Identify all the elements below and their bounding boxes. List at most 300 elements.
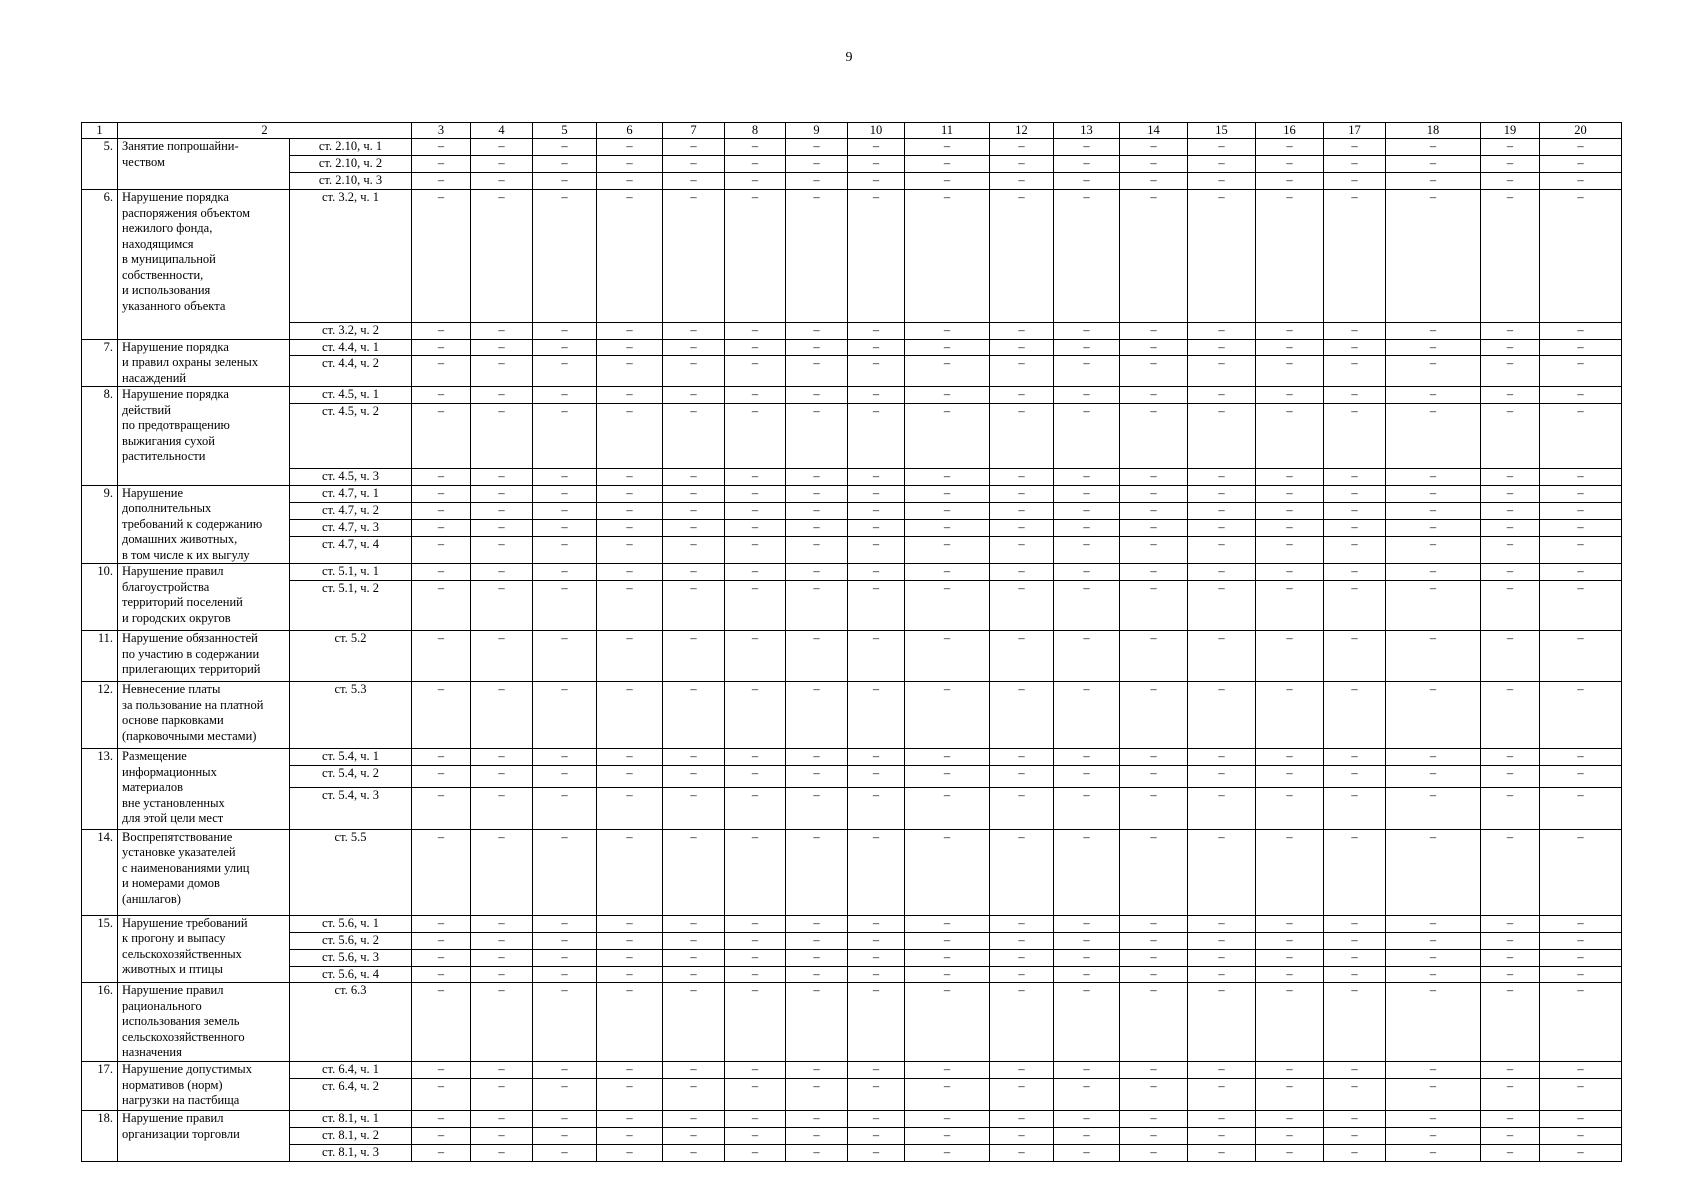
value-cell: –	[1054, 469, 1120, 486]
value-cell: –	[412, 1062, 471, 1079]
value-cell: –	[1120, 485, 1188, 502]
value-cell: –	[1481, 485, 1540, 502]
value-cell: –	[533, 1128, 597, 1145]
value-cell: –	[1540, 581, 1622, 631]
value-cell: –	[1481, 1079, 1540, 1111]
value-cell: –	[848, 356, 905, 387]
value-cell: –	[786, 469, 848, 486]
value-cell: –	[663, 173, 725, 190]
value-cell: –	[1386, 1079, 1481, 1111]
value-cell: –	[663, 387, 725, 404]
value-cell: –	[1120, 537, 1188, 564]
value-cell: –	[533, 1079, 597, 1111]
value-cell: –	[597, 1128, 663, 1145]
value-cell: –	[990, 787, 1054, 829]
value-cell: –	[990, 1079, 1054, 1111]
value-cell: –	[725, 502, 786, 519]
value-cell: –	[471, 765, 533, 787]
violation-name: Нарушение правил организации торговли	[118, 1111, 290, 1162]
value-cell: –	[1386, 404, 1481, 469]
value-cell: –	[786, 190, 848, 323]
value-cell: –	[725, 339, 786, 356]
article-reference: ст. 5.2	[290, 631, 412, 682]
value-cell: –	[905, 581, 990, 631]
value-cell: –	[1324, 190, 1386, 323]
value-cell: –	[848, 787, 905, 829]
value-cell: –	[1324, 469, 1386, 486]
value-cell: –	[1120, 502, 1188, 519]
value-cell: –	[725, 387, 786, 404]
value-cell: –	[663, 765, 725, 787]
article-reference: ст. 8.1, ч. 3	[290, 1145, 412, 1162]
value-cell: –	[1481, 190, 1540, 323]
value-cell: –	[1540, 749, 1622, 766]
value-cell: –	[1540, 502, 1622, 519]
article-reference: ст. 8.1, ч. 2	[290, 1128, 412, 1145]
value-cell: –	[471, 631, 533, 682]
value-cell: –	[471, 564, 533, 581]
value-cell: –	[412, 156, 471, 173]
value-cell: –	[412, 1128, 471, 1145]
value-cell: –	[786, 485, 848, 502]
value-cell: –	[663, 519, 725, 536]
value-cell: –	[1054, 765, 1120, 787]
value-cell: –	[663, 682, 725, 749]
value-cell: –	[1054, 323, 1120, 340]
value-cell: –	[597, 787, 663, 829]
article-reference: ст. 4.5, ч. 3	[290, 469, 412, 486]
value-cell: –	[990, 682, 1054, 749]
value-cell: –	[786, 387, 848, 404]
value-cell: –	[597, 932, 663, 949]
header-cell-17: 17	[1324, 123, 1386, 139]
value-cell: –	[1256, 915, 1324, 932]
value-cell: –	[1481, 387, 1540, 404]
value-cell: –	[1324, 631, 1386, 682]
value-cell: –	[1481, 1111, 1540, 1128]
value-cell: –	[1324, 581, 1386, 631]
value-cell: –	[1324, 173, 1386, 190]
value-cell: –	[471, 537, 533, 564]
value-cell: –	[848, 682, 905, 749]
violation-name: Нарушение порядка действий по предотвращению выжигания сухой растительности	[118, 387, 290, 486]
value-cell: –	[663, 356, 725, 387]
value-cell: –	[471, 581, 533, 631]
value-cell: –	[1324, 932, 1386, 949]
value-cell: –	[1188, 682, 1256, 749]
value-cell: –	[533, 787, 597, 829]
value-cell: –	[848, 966, 905, 983]
article-reference: ст. 4.7, ч. 1	[290, 485, 412, 502]
value-cell: –	[412, 139, 471, 156]
value-cell: –	[1256, 537, 1324, 564]
value-cell: –	[597, 749, 663, 766]
value-cell: –	[725, 1128, 786, 1145]
value-cell: –	[1054, 1128, 1120, 1145]
value-cell: –	[905, 339, 990, 356]
value-cell: –	[412, 829, 471, 915]
value-cell: –	[663, 1128, 725, 1145]
value-cell: –	[725, 829, 786, 915]
value-cell: –	[533, 1062, 597, 1079]
value-cell: –	[725, 983, 786, 1062]
value-cell: –	[533, 502, 597, 519]
value-cell: –	[786, 682, 848, 749]
value-cell: –	[1481, 404, 1540, 469]
article-reference: ст. 5.1, ч. 2	[290, 581, 412, 631]
value-cell: –	[1540, 949, 1622, 966]
value-cell: –	[1386, 469, 1481, 486]
value-cell: –	[1054, 173, 1120, 190]
value-cell: –	[533, 387, 597, 404]
value-cell: –	[1188, 749, 1256, 766]
article-reference: ст. 6.3	[290, 983, 412, 1062]
value-cell: –	[663, 749, 725, 766]
article-reference: ст. 5.4, ч. 1	[290, 749, 412, 766]
value-cell: –	[1054, 139, 1120, 156]
value-cell: –	[990, 932, 1054, 949]
value-cell: –	[725, 787, 786, 829]
value-cell: –	[471, 339, 533, 356]
value-cell: –	[1324, 502, 1386, 519]
value-cell: –	[990, 404, 1054, 469]
value-cell: –	[663, 1111, 725, 1128]
value-cell: –	[1481, 829, 1540, 915]
value-cell: –	[1188, 1128, 1256, 1145]
value-cell: –	[990, 156, 1054, 173]
value-cell: –	[905, 749, 990, 766]
table-row	[82, 469, 1622, 486]
value-cell: –	[663, 1079, 725, 1111]
value-cell: –	[471, 1111, 533, 1128]
value-cell: –	[1256, 190, 1324, 323]
table-row	[82, 749, 1622, 766]
value-cell: –	[1324, 139, 1386, 156]
value-cell: –	[848, 173, 905, 190]
value-cell: –	[990, 485, 1054, 502]
article-reference: ст. 4.4, ч. 2	[290, 356, 412, 387]
value-cell: –	[990, 339, 1054, 356]
value-cell: –	[1540, 1062, 1622, 1079]
article-reference: ст. 5.4, ч. 3	[290, 787, 412, 829]
value-cell: –	[1256, 966, 1324, 983]
value-cell: –	[990, 749, 1054, 766]
value-cell: –	[1120, 1062, 1188, 1079]
value-cell: –	[471, 190, 533, 323]
value-cell: –	[1386, 749, 1481, 766]
value-cell: –	[848, 949, 905, 966]
value-cell: –	[1188, 387, 1256, 404]
value-cell: –	[1188, 949, 1256, 966]
value-cell: –	[471, 829, 533, 915]
table-row	[82, 485, 1622, 502]
value-cell: –	[1256, 749, 1324, 766]
value-cell: –	[471, 966, 533, 983]
value-cell: –	[412, 537, 471, 564]
value-cell: –	[663, 404, 725, 469]
value-cell: –	[412, 1079, 471, 1111]
value-cell: –	[1120, 966, 1188, 983]
value-cell: –	[471, 915, 533, 932]
value-cell: –	[905, 682, 990, 749]
value-cell: –	[1324, 949, 1386, 966]
value-cell: –	[848, 932, 905, 949]
value-cell: –	[412, 631, 471, 682]
value-cell: –	[1256, 485, 1324, 502]
value-cell: –	[1540, 519, 1622, 536]
header-cell-4: 4	[471, 123, 533, 139]
value-cell: –	[1054, 356, 1120, 387]
value-cell: –	[1540, 356, 1622, 387]
value-cell: –	[905, 765, 990, 787]
header-cell-18: 18	[1386, 123, 1481, 139]
value-cell: –	[1481, 765, 1540, 787]
value-cell: –	[597, 323, 663, 340]
value-cell: –	[471, 519, 533, 536]
value-cell: –	[471, 1062, 533, 1079]
value-cell: –	[786, 537, 848, 564]
value-cell: –	[597, 1111, 663, 1128]
table-row	[82, 356, 1622, 387]
value-cell: –	[1054, 404, 1120, 469]
value-cell: –	[412, 519, 471, 536]
value-cell: –	[663, 564, 725, 581]
value-cell: –	[1540, 173, 1622, 190]
value-cell: –	[1120, 749, 1188, 766]
value-cell: –	[597, 519, 663, 536]
value-cell: –	[1120, 339, 1188, 356]
value-cell: –	[1324, 829, 1386, 915]
header-cell-16: 16	[1256, 123, 1324, 139]
table-row	[82, 949, 1622, 966]
value-cell: –	[1386, 1145, 1481, 1162]
value-cell: –	[1256, 581, 1324, 631]
value-cell: –	[1120, 631, 1188, 682]
value-cell: –	[1054, 387, 1120, 404]
row-number: 13.	[82, 749, 118, 830]
value-cell: –	[1120, 949, 1188, 966]
value-cell: –	[663, 1145, 725, 1162]
value-cell: –	[1386, 829, 1481, 915]
value-cell: –	[1324, 323, 1386, 340]
value-cell: –	[1054, 1079, 1120, 1111]
table-row	[82, 915, 1622, 932]
value-cell: –	[786, 323, 848, 340]
value-cell: –	[597, 829, 663, 915]
row-number: 11.	[82, 631, 118, 682]
value-cell: –	[1188, 1145, 1256, 1162]
value-cell: –	[725, 682, 786, 749]
value-cell: –	[533, 469, 597, 486]
value-cell: –	[725, 564, 786, 581]
table-row	[82, 1111, 1622, 1128]
header-cell-8: 8	[725, 123, 786, 139]
value-cell: –	[1188, 915, 1256, 932]
value-cell: –	[1481, 682, 1540, 749]
value-cell: –	[412, 190, 471, 323]
value-cell: –	[1481, 749, 1540, 766]
value-cell: –	[533, 139, 597, 156]
value-cell: –	[1188, 932, 1256, 949]
value-cell: –	[990, 1111, 1054, 1128]
violation-name: Нарушение порядка и правил охраны зеленых насаждений	[118, 339, 290, 387]
value-cell: –	[412, 581, 471, 631]
value-cell: –	[848, 765, 905, 787]
value-cell: –	[1256, 404, 1324, 469]
value-cell: –	[471, 1145, 533, 1162]
value-cell: –	[412, 469, 471, 486]
value-cell: –	[597, 1062, 663, 1079]
value-cell: –	[1324, 1128, 1386, 1145]
value-cell: –	[412, 173, 471, 190]
value-cell: –	[1324, 156, 1386, 173]
value-cell: –	[412, 356, 471, 387]
value-cell: –	[1540, 485, 1622, 502]
value-cell: –	[1324, 387, 1386, 404]
value-cell: –	[905, 1145, 990, 1162]
value-cell: –	[786, 156, 848, 173]
value-cell: –	[471, 404, 533, 469]
value-cell: –	[1324, 682, 1386, 749]
value-cell: –	[1481, 339, 1540, 356]
value-cell: –	[786, 173, 848, 190]
value-cell: –	[1324, 787, 1386, 829]
value-cell: –	[663, 966, 725, 983]
value-cell: –	[725, 469, 786, 486]
value-cell: –	[786, 1111, 848, 1128]
value-cell: –	[1481, 139, 1540, 156]
value-cell: –	[725, 1111, 786, 1128]
value-cell: –	[905, 1062, 990, 1079]
value-cell: –	[533, 966, 597, 983]
table-row	[82, 564, 1622, 581]
value-cell: –	[597, 469, 663, 486]
value-cell: –	[533, 404, 597, 469]
value-cell: –	[786, 1128, 848, 1145]
value-cell: –	[1120, 932, 1188, 949]
value-cell: –	[848, 1145, 905, 1162]
value-cell: –	[905, 139, 990, 156]
table-row	[82, 156, 1622, 173]
value-cell: –	[663, 156, 725, 173]
value-cell: –	[786, 356, 848, 387]
value-cell: –	[905, 387, 990, 404]
value-cell: –	[412, 502, 471, 519]
value-cell: –	[848, 631, 905, 682]
value-cell: –	[1188, 1062, 1256, 1079]
value-cell: –	[1256, 1145, 1324, 1162]
value-cell: –	[786, 404, 848, 469]
value-cell: –	[412, 404, 471, 469]
violation-name: Нарушение дополнительных требований к содержанию домашних животных, в том числе к их выгулу	[118, 485, 290, 564]
value-cell: –	[725, 537, 786, 564]
value-cell: –	[533, 1111, 597, 1128]
value-cell: –	[412, 485, 471, 502]
value-cell: –	[1386, 485, 1481, 502]
value-cell: –	[1540, 829, 1622, 915]
value-cell: –	[533, 564, 597, 581]
value-cell: –	[533, 682, 597, 749]
value-cell: –	[1256, 983, 1324, 1062]
value-cell: –	[905, 966, 990, 983]
article-reference: ст. 5.4, ч. 2	[290, 765, 412, 787]
value-cell: –	[848, 1128, 905, 1145]
value-cell: –	[990, 190, 1054, 323]
value-cell: –	[1120, 1111, 1188, 1128]
value-cell: –	[533, 537, 597, 564]
header-cell-10: 10	[848, 123, 905, 139]
value-cell: –	[1188, 1079, 1256, 1111]
value-cell: –	[1386, 983, 1481, 1062]
value-cell: –	[471, 139, 533, 156]
value-cell: –	[990, 829, 1054, 915]
article-reference: ст. 3.2, ч. 1	[290, 190, 412, 323]
value-cell: –	[1540, 339, 1622, 356]
violation-name: Размещение информационных материалов вне установленных для этой цели мест	[118, 749, 290, 830]
value-cell: –	[1540, 323, 1622, 340]
value-cell: –	[1256, 356, 1324, 387]
value-cell: –	[1256, 564, 1324, 581]
value-cell: –	[533, 356, 597, 387]
value-cell: –	[1540, 983, 1622, 1062]
value-cell: –	[1540, 190, 1622, 323]
value-cell: –	[1188, 139, 1256, 156]
table-row	[82, 190, 1622, 323]
value-cell: –	[1540, 139, 1622, 156]
value-cell: –	[471, 387, 533, 404]
value-cell: –	[1386, 356, 1481, 387]
value-cell: –	[1256, 1128, 1324, 1145]
value-cell: –	[1386, 564, 1481, 581]
value-cell: –	[786, 1145, 848, 1162]
value-cell: –	[1120, 682, 1188, 749]
value-cell: –	[471, 356, 533, 387]
value-cell: –	[990, 631, 1054, 682]
value-cell: –	[597, 156, 663, 173]
value-cell: –	[412, 1111, 471, 1128]
value-cell: –	[412, 949, 471, 966]
value-cell: –	[597, 356, 663, 387]
value-cell: –	[905, 502, 990, 519]
value-cell: –	[1540, 915, 1622, 932]
value-cell: –	[1188, 966, 1256, 983]
header-cell-3: 3	[412, 123, 471, 139]
article-reference: ст. 6.4, ч. 2	[290, 1079, 412, 1111]
value-cell: –	[1188, 564, 1256, 581]
value-cell: –	[533, 485, 597, 502]
row-number: 8.	[82, 387, 118, 486]
value-cell: –	[597, 339, 663, 356]
value-cell: –	[725, 932, 786, 949]
value-cell: –	[471, 1079, 533, 1111]
violation-name: Нарушение правил благоустройства территорий поселений и городских округов	[118, 564, 290, 631]
value-cell: –	[990, 983, 1054, 1062]
value-cell: –	[1481, 323, 1540, 340]
value-cell: –	[533, 1145, 597, 1162]
table-row	[82, 983, 1622, 1062]
value-cell: –	[1324, 485, 1386, 502]
table-row	[82, 502, 1622, 519]
value-cell: –	[1540, 1128, 1622, 1145]
value-cell: –	[597, 190, 663, 323]
table-row	[82, 387, 1622, 404]
value-cell: –	[1540, 1079, 1622, 1111]
table-row	[82, 139, 1622, 156]
value-cell: –	[905, 190, 990, 323]
table-row	[82, 519, 1622, 536]
value-cell: –	[1256, 519, 1324, 536]
value-cell: –	[1540, 469, 1622, 486]
